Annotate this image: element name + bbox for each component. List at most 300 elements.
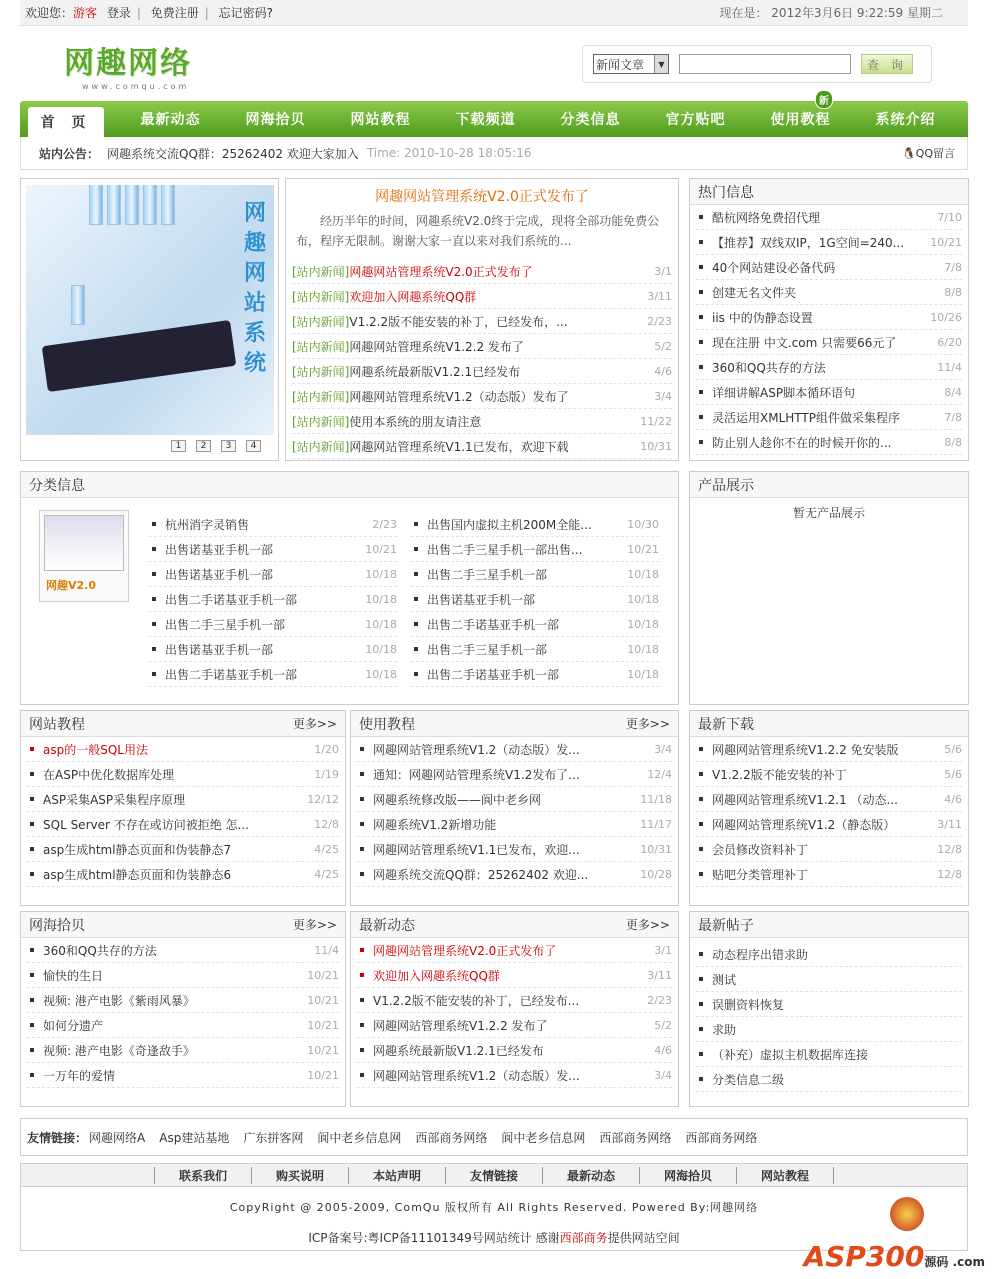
nav-label: 系统介绍 [875,112,936,128]
item-text: 网趣网站管理系统V2.0正式发布了 [349,264,533,279]
list-item[interactable] [357,938,672,963]
friend-link[interactable]: 阆中老乡信息网 [317,1130,402,1145]
list-item[interactable] [696,230,962,255]
list-item[interactable] [696,255,962,280]
usage-list [351,737,678,887]
list-item[interactable] [411,587,659,612]
item-tag: [站内新闻] [292,289,350,304]
list-item[interactable] [696,862,962,887]
list-item[interactable] [27,837,339,862]
slide-page-button[interactable]: 2 [196,440,211,452]
police-emblem-icon[interactable] [890,1197,924,1231]
footer-nav-link[interactable]: 联系我们 [154,1167,251,1184]
item-date: 10/26 [930,310,962,324]
latest-list [351,938,678,1088]
posts-panel [689,911,969,1107]
friend-links [20,1118,968,1156]
top-bar [20,0,968,26]
item-title [292,438,632,455]
item-date: 12/4 [647,767,672,781]
footer-nav-link[interactable]: 购买说明 [251,1167,348,1184]
item-text: 网趣网站管理系统V1.2.2 免安装版 [712,742,899,757]
list-item[interactable] [411,537,659,562]
nav-item[interactable] [328,101,433,137]
item-date: 7/10 [937,210,962,224]
list-item[interactable] [696,837,962,862]
classified-list-right [411,512,659,687]
item-title [712,434,922,451]
list-item[interactable] [357,762,672,787]
item-title [373,866,632,883]
list-item[interactable] [149,662,397,687]
list-item[interactable] [696,812,962,837]
item-date: 10/18 [627,642,659,656]
item-date: 10/21 [307,993,339,1007]
hot-info-panel [689,178,969,461]
news-list [286,259,678,459]
footer-nav-link[interactable]: 本站声明 [348,1167,445,1184]
item-date: 10/30 [627,517,659,531]
item-title [373,992,632,1009]
footer-nav-link[interactable]: 网站教程 [736,1167,834,1184]
item-title [712,766,922,783]
bullet-icon [30,847,34,851]
list-item[interactable] [149,637,397,662]
list-item[interactable] [149,587,397,612]
qq-message-link[interactable] [902,145,955,161]
item-date: 10/18 [627,617,659,631]
item-text: 出售二手三星手机一部 [427,567,548,582]
forgot-password-link[interactable]: 忘记密码? [218,6,274,20]
item-text: 出售二手三星手机一部出售... [427,542,583,557]
item-date: 2/23 [372,517,397,531]
nav-item[interactable] [748,96,853,137]
list-item[interactable] [149,612,397,637]
bullet-icon [152,597,156,601]
bullet-icon [360,747,364,751]
friend-link[interactable]: 阆中老乡信息网 [501,1130,586,1145]
item-text: V1.2.2版不能安装的补丁，已经发布，... [349,314,568,329]
gems-panel [20,911,346,1107]
item-title [373,816,632,833]
footer-nav-link[interactable]: 友情链接 [445,1167,542,1184]
item-text: 网趣网站管理系统V1.2.1 （动态... [712,792,899,807]
panel-title: 产品展示 [698,477,754,494]
list-item[interactable] [696,992,962,1017]
item-date: 8/4 [944,385,962,399]
item-text: 视频: 港产电影《奇逢敌手》 [43,1043,195,1058]
item-title [712,816,922,833]
bullet-icon [414,547,418,551]
item-date: 10/18 [365,667,397,681]
item-tag: [站内新闻] [292,389,350,404]
list-item[interactable] [292,434,672,459]
list-item[interactable] [696,205,962,230]
item-date: 3/11 [647,289,672,303]
list-item[interactable] [696,942,962,967]
item-text: （补充）虚拟主机数据库连接 [712,1047,869,1062]
bullet-icon [360,948,364,952]
item-tag: [站内新闻] [292,439,350,454]
item-title [43,866,299,883]
item-title [373,1067,632,1084]
item-text: 在ASP中优化数据库处理 [43,767,175,782]
item-date: 10/18 [627,567,659,581]
latest-panel [350,911,679,1107]
item-title [292,288,632,305]
item-title [712,209,922,226]
bullet-icon [699,772,703,776]
item-title [165,616,357,633]
hot-list [690,205,968,455]
list-item[interactable] [292,409,672,434]
nav-label: 网海拾贝 [245,112,306,128]
item-text: 360和QQ共存的方法 [43,943,157,958]
nav-item[interactable] [433,101,538,137]
item-text: 动态程序出错求助 [712,947,809,962]
slide-image[interactable] [26,185,274,435]
nav-item[interactable] [223,101,328,137]
sponsor-link[interactable]: 西部商务 [559,1231,608,1245]
item-date: 12/8 [937,867,962,881]
more-link[interactable]: 更多>> [292,717,337,731]
item-title [373,791,632,808]
item-text: V1.2.2版不能安装的补丁，已经发布... [373,993,580,1008]
panel-title: 网海拾贝 [29,917,85,934]
current-time: 现在是： 2012年3月6日 9:22:59 星期二 [719,6,943,20]
item-date: 8/8 [944,285,962,299]
list-item[interactable] [27,812,339,837]
item-title [427,666,619,683]
nav-item[interactable] [643,101,748,137]
list-item[interactable] [696,305,962,330]
nav-label: 分类信息 [560,112,621,128]
item-text: asp生成html静态页面和伪装静态7 [43,842,232,857]
list-item[interactable] [149,537,397,562]
item-date: 5/6 [944,742,962,756]
list-item[interactable] [357,1038,672,1063]
list-item[interactable] [696,762,962,787]
classified-panel [20,471,679,705]
list-item[interactable] [27,1063,339,1088]
list-item[interactable] [27,1013,339,1038]
bullet-icon [699,215,703,219]
list-item[interactable] [696,1017,962,1042]
copyright-text: CopyRight @ 2005-2009, ComQu 版权所有 All Rights Reserved. Powered By:网趣网络 [229,1201,759,1214]
classified-list-left [149,512,397,687]
item-text: 出售诺基亚手机一部 [165,542,274,557]
friend-link[interactable]: Asp建站基地 [159,1130,230,1145]
announcement-bar [20,137,968,170]
item-date: 10/21 [307,1018,339,1032]
item-title [165,666,357,683]
bullet-icon [30,948,34,952]
item-text: 酷杭网络免费招代理 [712,210,821,225]
item-date: 10/21 [307,1043,339,1057]
bullet-icon [699,290,703,294]
slide-page-button[interactable]: 4 [246,440,261,452]
item-text: 视频: 港产电影《紫雨风暴》 [43,993,195,1008]
item-date: 8/8 [944,435,962,449]
list-item[interactable] [696,405,962,430]
list-item[interactable] [696,430,962,455]
bullet-icon [699,1077,703,1081]
nav-item[interactable] [853,101,958,137]
nav-label: 下载频道 [455,112,516,128]
list-item[interactable] [149,512,397,537]
item-title [292,263,632,280]
list-item[interactable] [27,963,339,988]
list-item[interactable] [27,737,339,762]
item-title [373,841,632,858]
item-date: 10/31 [640,439,672,453]
list-item[interactable] [357,963,672,988]
list-item[interactable] [357,988,672,1013]
friend-link[interactable]: 西部商务网络 [415,1130,488,1145]
list-item[interactable] [27,787,339,812]
more-link[interactable]: 更多>> [292,918,337,932]
icp-text: ICP备案号:粤ICP备11101349号网站统计 感谢 [308,1231,560,1245]
bullet-icon [360,772,364,776]
item-date: 1/19 [314,767,339,781]
item-text: ASP采集ASP采集程序原理 [43,792,186,807]
list-item[interactable] [696,967,962,992]
item-text: 网趣网站管理系统V1.2（动态版）发布了 [349,389,569,404]
footer-nav-link[interactable]: 网海拾贝 [639,1167,736,1184]
item-text: 出售诺基亚手机一部 [165,567,274,582]
item-date: 6/20 [937,335,962,349]
bullet-icon [30,1048,34,1052]
list-item[interactable] [357,1013,672,1038]
announcement-text[interactable]: 网趣系统交流QQ群：25262402 欢迎大家加入 [107,146,359,161]
item-text: 求助 [712,1022,737,1037]
footer-nav-link[interactable]: 最新动态 [542,1167,639,1184]
search-button[interactable]: 查 询 [861,54,913,74]
bullet-icon [414,572,418,576]
item-date: 10/18 [365,567,397,581]
list-item[interactable] [357,787,672,812]
list-item[interactable] [149,562,397,587]
nav-label: 官方贴吧 [665,112,726,128]
watermark-suffix: 源码 .com [924,1255,985,1269]
logo-text: 网趣网络 [64,46,192,81]
products-panel [689,471,969,705]
item-text: 欢迎加入网趣系统QQ群 [349,289,477,304]
site-logo[interactable] [64,38,192,91]
panel-title: 使用教程 [359,716,415,733]
welcome-text: 欢迎您： [25,6,74,20]
item-date: 10/18 [365,617,397,631]
list-item[interactable] [27,762,339,787]
classified-thumbnail[interactable] [39,510,129,602]
nav-item[interactable] [118,101,223,137]
item-text: 网趣网站管理系统V1.2（动态版）发... [373,742,580,757]
item-date: 10/18 [365,642,397,656]
item-date: 10/18 [627,667,659,681]
item-text: 出售诺基亚手机一部 [427,592,536,607]
bullet-icon [699,365,703,369]
list-item[interactable] [292,334,672,359]
item-date: 5/2 [654,339,672,353]
list-item[interactable] [27,938,339,963]
bullet-icon [699,1052,703,1056]
item-date: 10/21 [930,235,962,249]
list-item[interactable] [696,787,962,812]
list-item[interactable] [696,280,962,305]
item-date: 4/6 [654,364,672,378]
item-title [427,541,619,558]
search-category-select[interactable] [593,54,669,74]
item-text: 网趣网站管理系统V1.2.2 发布了 [349,339,524,354]
item-date: 11/4 [314,943,339,957]
new-badge: 新 [815,90,833,109]
item-text: 出售二手诺基亚手机一部 [427,617,560,632]
slide-pager [171,440,261,452]
bullet-icon [699,977,703,981]
watermark-logo [804,1240,985,1273]
item-date: 10/21 [627,542,659,556]
list-item[interactable] [357,737,672,762]
list-item[interactable] [411,637,659,662]
list-item[interactable] [27,988,339,1013]
list-item[interactable] [696,355,962,380]
item-title [712,1046,962,1063]
bullet-icon [414,672,418,676]
item-date: 3/4 [654,742,672,756]
panel-title: 最新下载 [698,716,754,733]
item-title [43,1017,299,1034]
item-date: 3/1 [654,264,672,278]
bullet-icon [699,952,703,956]
list-item[interactable] [411,512,659,537]
item-text: 愉快的生日 [43,968,104,983]
item-title [165,516,357,533]
nav-item[interactable] [28,107,104,137]
item-text: 网趣系统修改版——阆中老乡网 [373,792,542,807]
bullet-icon [30,797,34,801]
list-item[interactable] [696,1042,962,1067]
bullet-icon [152,647,156,651]
list-item[interactable] [357,837,672,862]
item-text: 网趣网站管理系统V1.2（动态版）发... [373,1068,580,1083]
friend-link[interactable]: 广东拼客网 [243,1130,304,1145]
item-text: 详细讲解ASP脚本循环语句 [712,385,856,400]
item-text: 网趣系统V1.2新增功能 [373,817,497,832]
item-title [43,942,299,959]
item-date: 7/8 [944,410,962,424]
item-title [712,384,922,401]
item-title [712,866,922,883]
item-title [43,967,299,984]
list-item[interactable] [292,259,672,284]
friend-link[interactable]: 网趣网络A [89,1130,146,1145]
list-item[interactable] [27,862,339,887]
list-item[interactable] [411,662,659,687]
slide-page-button[interactable]: 3 [221,440,236,452]
list-item[interactable] [696,1067,962,1092]
register-link[interactable]: 免费注册 [150,6,199,20]
item-date: 10/21 [307,968,339,982]
list-item[interactable] [696,330,962,355]
bullet-icon [699,415,703,419]
bullet-icon [699,1002,703,1006]
item-text: 网趣网站管理系统V2.0正式发布了 [373,943,557,958]
item-tag: [站内新闻] [292,414,350,429]
list-item[interactable] [357,1063,672,1088]
bullet-icon [414,597,418,601]
bullet-icon [152,522,156,526]
headline-title[interactable]: 网趣网站管理系统V2.0正式发布了 [375,189,589,205]
item-text: iis 中的伪静态设置 [712,310,813,325]
item-text: 贴吧分类管理补丁 [712,867,809,882]
list-item[interactable] [696,380,962,405]
nav-item[interactable] [538,101,643,137]
item-text: 网趣网站管理系统V1.2（静态版） [712,817,896,832]
bullet-icon [699,872,703,876]
more-link[interactable]: 更多>> [625,717,670,731]
item-tag: [站内新闻] [292,314,350,329]
search-input[interactable] [679,54,851,74]
downloads-panel [689,710,969,906]
list-item[interactable] [27,1038,339,1063]
item-date: 4/6 [944,792,962,806]
item-title [292,388,632,405]
list-item[interactable] [292,284,672,309]
list-item[interactable] [357,812,672,837]
item-title [712,334,922,351]
list-item[interactable] [292,309,672,334]
item-title [712,1021,962,1038]
list-item[interactable] [411,612,659,637]
item-text: 网趣系统交流QQ群：25262402 欢迎... [373,867,589,882]
bullet-icon [360,872,364,876]
slide-page-button[interactable]: 1 [171,440,186,452]
chevron-down-icon: ▼ [654,55,668,73]
penguin-icon: 🐧 [901,147,916,160]
list-item[interactable] [292,384,672,409]
list-item[interactable] [357,862,672,887]
friend-link[interactable]: 西部商务网络 [685,1130,758,1145]
item-text: 出售二手三星手机一部 [165,617,286,632]
panel-title: 网站教程 [29,716,85,733]
bullet-icon [152,572,156,576]
item-date: 10/31 [640,842,672,856]
item-date: 3/1 [654,943,672,957]
bullet-icon [699,340,703,344]
watermark-text: ASP300 [803,1240,925,1273]
list-item[interactable] [411,562,659,587]
more-link[interactable]: 更多>> [625,918,670,932]
bullet-icon [360,1048,364,1052]
list-item[interactable] [292,359,672,384]
panel-title: 最新帖子 [698,917,754,934]
list-item[interactable] [696,737,962,762]
logo-url: www.comqu.com [82,82,190,91]
item-text: 出售二手诺基亚手机一部 [165,667,298,682]
item-date: 3/4 [654,389,672,403]
item-title [373,942,632,959]
item-title [43,816,299,833]
panel-title: 最新动态 [359,917,415,934]
item-title [712,234,922,251]
nav-label: 最新动态 [140,112,201,128]
item-title [712,841,922,858]
item-text: 会员修改资料补丁 [712,842,809,857]
bullet-icon [699,797,703,801]
item-date: 3/4 [654,1068,672,1082]
login-link[interactable]: 登录 [106,6,131,20]
friend-link[interactable]: 西部商务网络 [599,1130,672,1145]
